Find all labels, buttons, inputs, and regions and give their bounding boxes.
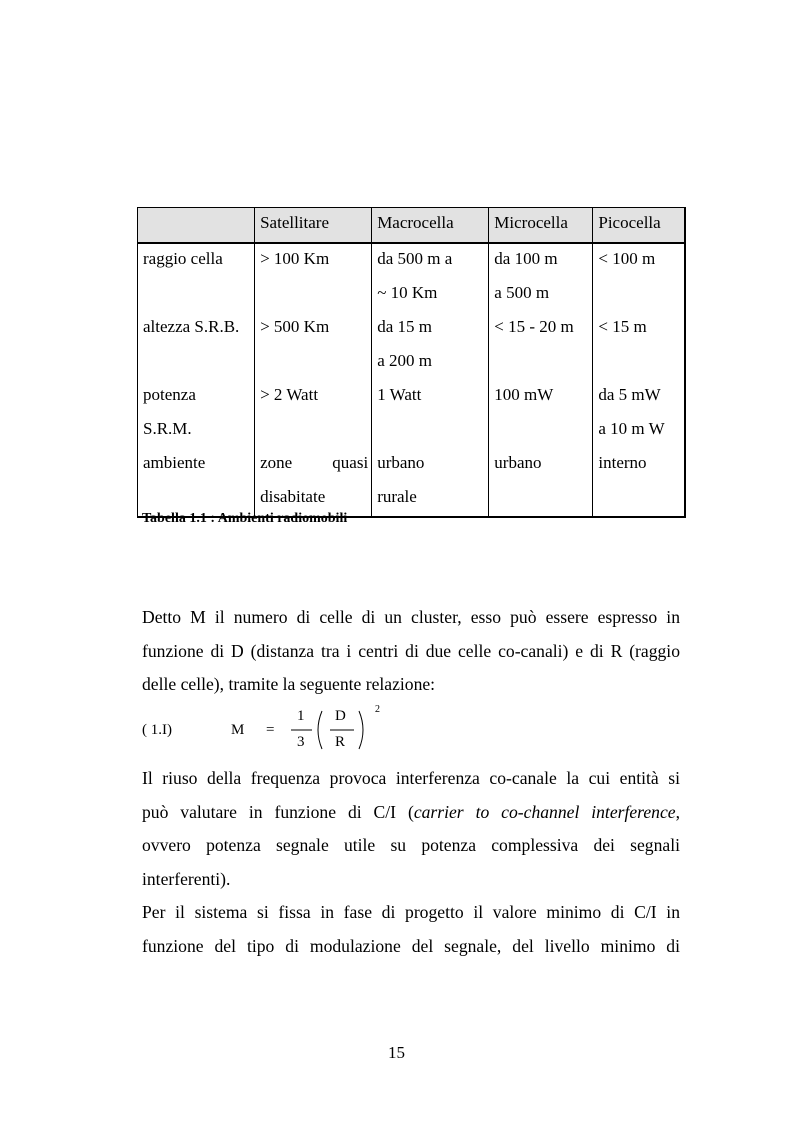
text-line: funzione di D (distanza tra i centri di due celle co-canali) e di R (raggio: [142, 640, 680, 661]
formula-inner-denominator: R: [335, 734, 346, 750]
paragraph-1: [142, 601, 680, 702]
table-row: [138, 243, 686, 312]
table-cell: da 500 m a ~ 10 Km: [372, 243, 489, 312]
formula-denominator: 3: [297, 734, 305, 750]
table-cell: > 100 Km: [255, 243, 372, 312]
formula-1-I: [142, 704, 402, 754]
text-run: ,: [675, 801, 680, 822]
table-cell: urbano rurale: [372, 448, 489, 517]
table-cell: 100 mW: [489, 380, 593, 448]
table-cell: < 15 - 20 m: [489, 312, 593, 380]
table-row: [138, 380, 686, 448]
table-cell: interno: [593, 448, 685, 517]
table-cell: > 2 Watt: [255, 380, 372, 448]
row-label: raggio cella: [143, 249, 223, 268]
left-paren: [318, 711, 322, 749]
formula-inner-numerator: D: [335, 708, 346, 724]
text-line: Detto M il numero di celle di un cluster, esso può essere espresso in: [142, 607, 680, 627]
formula-label: ( 1.I): [142, 722, 172, 738]
table-cell: > 500 Km: [255, 312, 372, 380]
italic-text: carrier to co-channel interference: [413, 801, 676, 822]
table-row: [138, 312, 686, 380]
row-label: ambiente: [143, 453, 206, 472]
paragraph-2: [142, 762, 680, 964]
text-line: [142, 796, 680, 830]
table-cell: < 100 m: [593, 243, 685, 312]
table-cell: da 5 mW a 10 m W: [593, 380, 685, 448]
header-cell: Microcella: [489, 208, 593, 244]
page-number: 15: [388, 1043, 405, 1062]
text-line: Il riuso della frequenza provoca interferenza co-canale la cui entità si: [142, 768, 680, 788]
justified-line: [260, 448, 371, 482]
environments-table: [137, 207, 686, 518]
table-cell: < 15 m: [593, 312, 685, 380]
formula-numerator: 1: [297, 708, 305, 724]
text-line: Per il sistema si fissa in fase di progetto il valore minimo di C/I in: [142, 902, 680, 923]
row-label: altezza S.R.B.: [143, 317, 240, 336]
formula-lhs: M: [231, 722, 245, 738]
right-paren: [359, 711, 363, 749]
formula-graphics: [142, 704, 402, 754]
row-label: potenza S.R.M.: [143, 385, 196, 438]
text-line: interferenti).: [142, 868, 231, 889]
table-cell: da 15 m a 200 m: [372, 312, 489, 380]
table-cell: urbano: [489, 448, 593, 517]
formula-equals: =: [266, 722, 275, 738]
formula-exponent: 2: [375, 704, 380, 715]
word: zone: [260, 453, 293, 472]
header-cell: [138, 208, 255, 244]
table-cell: zone quasi disabitate: [255, 448, 372, 517]
text-line: delle celle), tramite la seguente relazione:: [142, 674, 436, 695]
table-row: [138, 448, 686, 517]
text-run: può valutare in funzione di C/I (: [142, 801, 414, 822]
table-caption: Tabella 1.1 : Ambienti radiomobili: [142, 511, 348, 526]
word: quasi: [332, 453, 369, 472]
text-line: ovvero potenza segnale utile su potenza complessiva dei segnali: [142, 835, 680, 856]
header-cell: Macrocella: [372, 208, 489, 244]
header-cell: Satellitare: [255, 208, 372, 244]
table-header-row: [138, 208, 686, 244]
header-cell: Picocella: [593, 208, 685, 244]
table-cell: da 100 m a 500 m: [489, 243, 593, 312]
text-line: funzione del tipo di modulazione del segnale, del livello minimo di: [142, 935, 680, 956]
table-cell: 1 Watt: [372, 380, 489, 448]
